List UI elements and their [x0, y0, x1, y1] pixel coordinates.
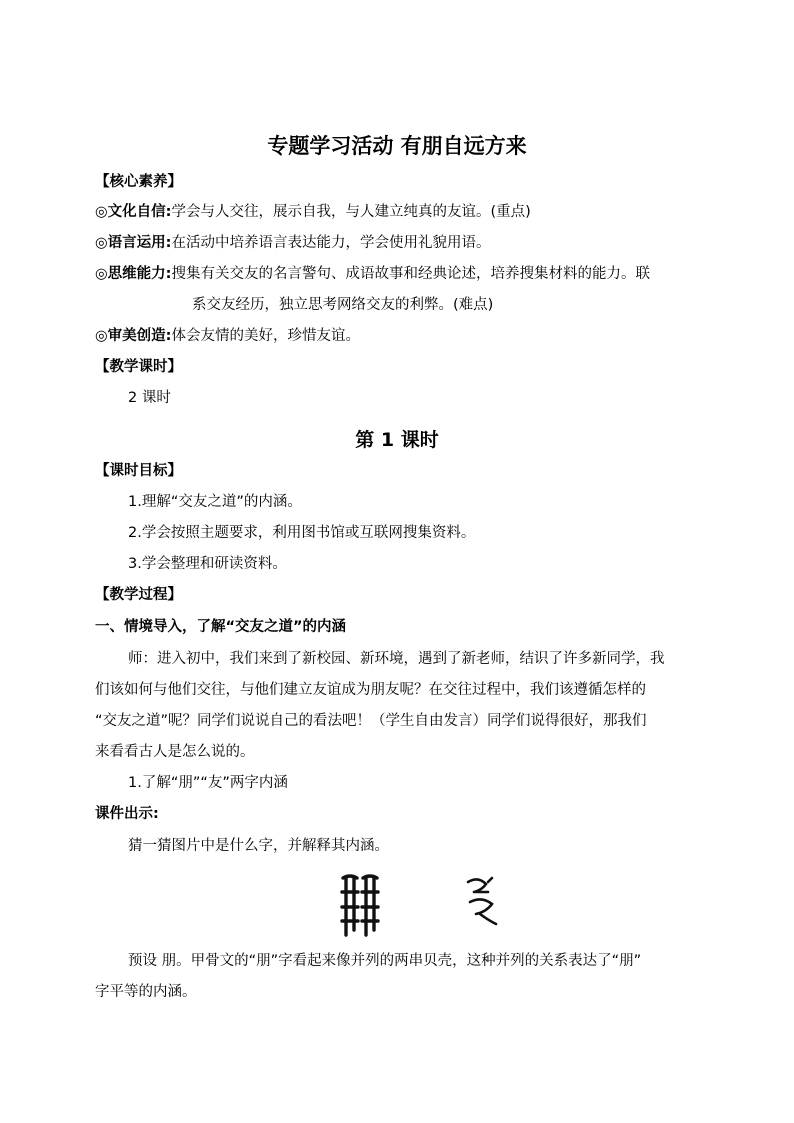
core-label: ◎思维能力: [95, 266, 172, 282]
paragraph-line: 们该如何与他们交往，与他们建立友谊成为朋友呢？在交往过程中，我们该遵循怎样的 [95, 682, 646, 698]
paragraph-line: “交友之道”呢？同学们说说自己的看法吧！（学生自由发言）同学们说得很好，那我们 [95, 713, 647, 729]
hours-heading: 【教学课时】 [95, 359, 182, 375]
oracle-peng-image [338, 872, 382, 938]
guess-prompt: 猜一猜图片中是什么字，并解释其内涵。 [128, 838, 389, 854]
core-item-3 [95, 264, 650, 284]
core-item-4 [95, 326, 360, 346]
core-heading: 【核心素养】 [95, 174, 182, 190]
paragraph-line: 师：进入初中，我们来到了新校园、新环境，遇到了新老师，结识了许多新同学，我 [128, 651, 665, 667]
section-heading: 一、情境导入，了解“交友之道”的内涵 [95, 619, 347, 635]
preset-line: 预设 朋。甲骨文的“朋”字看起来像并列的两串贝壳，这种并列的关系表达了“朋” [128, 953, 642, 969]
core-label: ◎文化自信: [95, 204, 172, 220]
process-heading: 【教学过程】 [95, 587, 182, 603]
page-title: 专题学习活动 有朋自远方来 [267, 134, 527, 158]
goal-item: 3.学会整理和研读资料。 [128, 556, 287, 572]
core-text: 学会与人交往，展示自我，与人建立纯真的友谊。(重点) [171, 204, 531, 220]
lesson-title: 第 1 课时 [355, 429, 439, 451]
core-label: ◎审美创造: [95, 328, 172, 344]
courseware-label: 课件出示: [95, 806, 159, 822]
core-item-1 [95, 202, 531, 222]
hours-value: 2 课时 [128, 390, 171, 406]
core-label: ◎语言运用: [95, 235, 172, 251]
seal-you-image [462, 872, 506, 936]
core-item-2 [95, 233, 490, 253]
sub-heading: 1.了解“朋”“友”两字内涵 [128, 775, 288, 791]
core-text: 在活动中培养语言表达能力，学会使用礼貌用语。 [171, 235, 491, 251]
goal-item: 2.学会按照主题要求，利用图书馆或互联网搜集资料。 [128, 525, 476, 541]
core-text: 体会友情的美好，珍惜友谊。 [171, 328, 360, 344]
paragraph-line: 来看看古人是怎么说的。 [95, 744, 255, 760]
core-text: 搜集有关交友的名言警句、成语故事和经典论述，培养搜集材料的能力。联 [171, 266, 650, 282]
goal-item: 1.理解“交友之道”的内涵。 [128, 494, 302, 510]
preset-line: 字平等的内涵。 [95, 984, 197, 1000]
core-item-3-cont: 系交友经历，独立思考网络交友的利弊。(难点) [192, 297, 494, 313]
goals-heading: 【课时目标】 [95, 463, 182, 479]
